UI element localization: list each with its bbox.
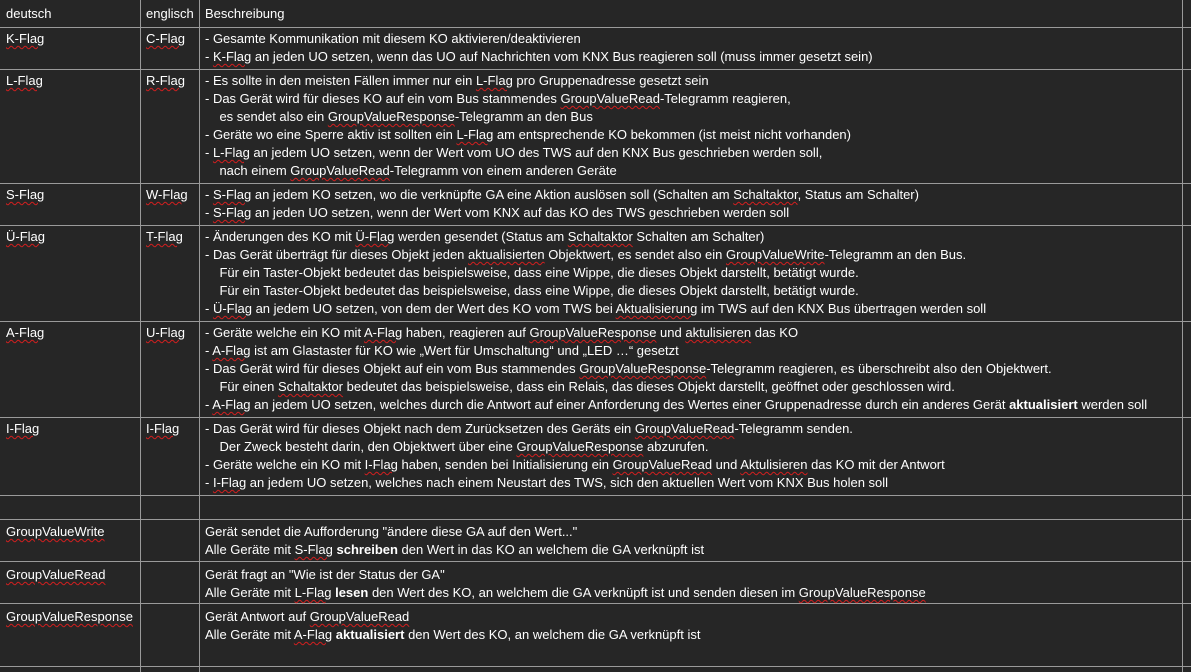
column-header-beschreibung[interactable]	[205, 5, 285, 23]
cell-text-line: - A-Flag an jedem UO setzen, welches durch die Antwort auf einer Anforderung des Wertes einer Gruppenadresse durch ein anderes Gerät aktualisiert werden soll	[205, 397, 1148, 412]
spellcheck-underline: I-Flag	[212, 475, 247, 490]
spellcheck-underline: GroupValueRead	[560, 91, 660, 106]
spellcheck-underline: GroupValueResponse	[579, 361, 707, 376]
cell-text-line	[6, 30, 44, 48]
grid-line	[0, 561, 1191, 562]
spellcheck-underline: Schaltaktor	[567, 229, 633, 244]
spellcheck-underline: A-Flag	[293, 627, 333, 642]
spellcheck-underline: I-Flag	[146, 421, 180, 436]
spellcheck-underline: A-Flag	[212, 397, 251, 412]
cell-text-line	[146, 30, 185, 48]
spellcheck-underline: GroupValueWrite	[6, 524, 105, 539]
grid-line	[0, 69, 1191, 70]
cell-beschreibung[interactable]	[205, 72, 851, 180]
cell-text-line	[6, 608, 133, 626]
spellcheck-underline: C-Flag	[146, 31, 186, 46]
cell-deutsch[interactable]	[6, 420, 39, 438]
cell-text-line: - Änderungen des KO mit Ü-Flag werden gesendet (Status am Schaltaktor Schalten am Schalter)	[205, 229, 765, 244]
spellcheck-underline: Aktualisierung	[615, 301, 698, 316]
spellcheck-underline: GroupValueRead	[309, 609, 410, 624]
cell-text-line: Gerät Antwort auf GroupValueRead	[205, 609, 410, 624]
spellcheck-underline: K-Flag	[212, 49, 252, 64]
cell-deutsch[interactable]	[6, 186, 44, 204]
spellcheck-underline: A-Flag	[6, 325, 45, 340]
cell-text-line: - Das Gerät wird für dieses Objekt auf ein vom Bus stammendes GroupValueResponse-Telegramm reagieren, es überschreibt also den Objektwert.	[205, 361, 1052, 376]
spellcheck-underline: Ü-Flag	[355, 229, 395, 244]
cell-deutsch[interactable]	[6, 608, 133, 626]
cell-englisch[interactable]	[146, 324, 185, 342]
spellcheck-underline: L-Flag	[475, 73, 513, 88]
spellcheck-underline: A-Flag	[363, 325, 403, 340]
spellcheck-underline: W-Flag	[146, 187, 188, 202]
spellcheck-underline: K-Flag	[6, 31, 45, 46]
cell-text-line	[6, 228, 45, 246]
cell-deutsch[interactable]	[6, 566, 106, 584]
cell-beschreibung[interactable]	[205, 523, 704, 559]
cell-text-line: - I-Flag an jedem UO setzen, welches nach einem Neustart des TWS, sich den aktuellen Wert vom KNX Bus holen soll	[205, 475, 889, 490]
cell-deutsch[interactable]	[6, 523, 105, 541]
cell-text-line	[146, 186, 188, 204]
cell-beschreibung[interactable]	[205, 228, 986, 318]
cell-text-line: - Geräte welche ein KO mit A-Flag haben, reagieren auf GroupValueResponse und aktulisieren das KO	[205, 325, 799, 340]
spellcheck-underline: GroupValueWrite	[726, 247, 825, 262]
cell-text-line: Für ein Taster-Objekt bedeutet das beispielsweise, dass eine Wippe, die dieses Objekt darstellt, betätigt wurde.	[205, 283, 859, 298]
grid-line	[0, 666, 1191, 667]
cell-text-line: Für ein Taster-Objekt bedeutet das beispielsweise, dass eine Wippe, die dieses Objekt darstellt, betätigt wurde.	[205, 265, 859, 280]
spellcheck-underline: A-Flag	[212, 343, 251, 358]
cell-englisch[interactable]	[146, 420, 179, 438]
cell-text-line	[146, 420, 179, 438]
cell-deutsch[interactable]	[6, 72, 43, 90]
cell-deutsch[interactable]	[6, 228, 45, 246]
spellcheck-underline: Ü-Flag	[212, 301, 252, 316]
spellcheck-underline: GroupValueRead	[634, 421, 735, 436]
cell-englisch[interactable]	[146, 72, 185, 90]
spellcheck-underline: GroupValueResponse	[798, 585, 926, 600]
cell-beschreibung[interactable]	[205, 420, 945, 492]
cell-beschreibung[interactable]	[205, 608, 700, 644]
cell-text-line	[6, 72, 43, 90]
cell-text-line: - Das Gerät wird für dieses KO auf ein vom Bus stammendes GroupValueRead-Telegramm reagieren,	[205, 91, 791, 106]
cell-beschreibung[interactable]	[205, 324, 1147, 414]
cell-englisch[interactable]	[146, 228, 183, 246]
spellcheck-underline: Ü-Flag	[6, 229, 46, 244]
spellcheck-underline: Schaltaktor	[733, 187, 798, 202]
cell-text-line	[6, 186, 44, 204]
cell-text-line: - S-Flag an jedem KO setzen, wo die verknüpfte GA eine Aktion auslösen soll (Schalten am Schaltaktor, Status am Schalter)	[205, 187, 919, 202]
spellcheck-underline: GroupValueRead	[6, 567, 106, 582]
cell-text-line: - Ü-Flag an jedem UO setzen, von dem der Wert des KO vom TWS bei Aktualisierung im TWS auf den KNX Bus übertragen werden soll	[205, 301, 987, 316]
spellcheck-underline: S-Flag	[212, 205, 252, 220]
cell-text-line: - A-Flag ist am Glastaster für KO wie „Wert für Umschaltung“ und „LED …“ gesetzt	[205, 343, 679, 358]
spellcheck-underline: T-Flag	[146, 229, 183, 244]
spellcheck-underline: GroupValueResponse	[516, 439, 644, 454]
cell-text-line	[146, 324, 185, 342]
spellcheck-underline: aktulisieren	[685, 325, 752, 340]
cell-beschreibung[interactable]	[205, 30, 873, 66]
spellcheck-underline: S-Flag	[294, 542, 333, 557]
cell-text-line	[6, 566, 106, 584]
cell-text-line: - Das Gerät überträgt für dieses Objekt jeden aktualisierten Objektwert, es sendet also ein GroupValueWrite-Telegramm an den Bus.	[205, 247, 967, 262]
spellcheck-underline: R-Flag	[146, 73, 186, 88]
spellcheck-underline: S-Flag	[6, 187, 45, 202]
spellcheck-underline: L-Flag	[294, 585, 332, 600]
spellcheck-underline: GroupValueRead	[612, 457, 713, 472]
spellcheck-underline: GroupValueResponse	[6, 609, 133, 624]
grid-line	[0, 495, 1191, 496]
column-header-deutsch[interactable]	[6, 5, 52, 23]
column-header-englisch[interactable]	[146, 5, 194, 23]
cell-text-line: Der Zweck besteht darin, den Objektwert über eine GroupValueResponse abzurufen.	[205, 439, 709, 454]
cell-text-line: - Gesamte Kommunikation mit diesem KO aktivieren/deaktivieren	[205, 31, 581, 46]
cell-text-line	[146, 72, 185, 90]
cell-text-line: Alle Geräte mit S-Flag schreiben den Wert in das KO an welchem die GA verknüpft ist	[205, 542, 705, 557]
spellcheck-underline: GroupValueRead	[290, 163, 390, 178]
cell-text-line: - K-Flag an jeden UO setzen, wenn das UO auf Nachrichten vom KNX Bus reagieren soll (muss immer gesetzt sein)	[205, 49, 873, 64]
spellcheck-underline: aktualisierten	[468, 247, 545, 262]
cell-text-line: Alle Geräte mit L-Flag lesen den Wert des KO, an welchem die GA verknüpft ist und senden diesen im GroupValueResponse	[205, 585, 926, 600]
cell-text-line: Alle Geräte mit A-Flag aktualisiert den Wert des KO, an welchem die GA verknüpft ist	[205, 627, 701, 642]
cell-text-line: - Geräte wo eine Sperre aktiv ist sollten ein L-Flag am entsprechende KO bekommen (ist meist nicht vorhanden)	[205, 127, 851, 142]
cell-text-line	[6, 324, 44, 342]
cell-text-line	[6, 420, 39, 438]
grid-line	[199, 0, 200, 672]
cell-text-line: - Es sollte in den meisten Fällen immer nur ein L-Flag pro Gruppenadresse gesetzt sein	[205, 73, 709, 88]
grid-line	[0, 519, 1191, 520]
grid-line	[1182, 0, 1183, 672]
spellcheck-underline: L-Flag	[6, 73, 43, 88]
cell-beschreibung[interactable]	[205, 186, 919, 222]
cell-text-line: - Das Gerät wird für dieses Objekt nach dem Zurücksetzen des Geräts ein GroupValueRead-Telegramm senden.	[205, 421, 853, 436]
spellcheck-underline: Schaltaktor	[277, 379, 344, 394]
cell-text-line: Gerät sendet die Aufforderung "ändere diese GA auf den Wert..."	[205, 524, 578, 539]
cell-text-line: Für einen Schaltaktor bedeutet das beispielsweise, dass ein Relais, das dieses Objekt darstellt, geöffnet oder geschlossen wird.	[205, 379, 955, 394]
column-header-label: deutsch	[6, 6, 52, 21]
cell-englisch[interactable]	[146, 30, 185, 48]
cell-beschreibung[interactable]	[205, 566, 926, 602]
column-header-label: englisch	[146, 6, 194, 21]
cell-text-line	[146, 228, 183, 246]
spellcheck-underline: U-Flag	[146, 325, 186, 340]
spellcheck-underline: GroupValueResponse	[327, 109, 455, 124]
grid-line	[0, 417, 1191, 418]
grid-line	[0, 603, 1191, 604]
spellcheck-underline: I-Flag	[6, 421, 40, 436]
spellcheck-underline: L-Flag	[456, 127, 494, 142]
grid-line	[0, 321, 1191, 322]
cell-text-line: - L-Flag an jedem UO setzen, wenn der Wert vom UO des TWS auf den KNX Bus geschrieben werden soll,	[205, 145, 823, 160]
spellcheck-underline: I-Flag	[364, 457, 398, 472]
cell-deutsch[interactable]	[6, 30, 44, 48]
spellcheck-underline: GroupValueResponse	[529, 325, 657, 340]
spellcheck-underline: S-Flag	[212, 187, 252, 202]
grid-line	[0, 225, 1191, 226]
spellcheck-underline: L-Flag	[212, 145, 250, 160]
grid-line	[0, 27, 1191, 28]
cell-text-line: - S-Flag an jeden UO setzen, wenn der Wert vom KNX auf das KO des TWS geschrieben werden soll	[205, 205, 790, 220]
cell-text-line: es sendet also ein GroupValueResponse-Telegramm an den Bus	[205, 109, 593, 124]
cell-englisch[interactable]	[146, 186, 188, 204]
grid-line	[0, 183, 1191, 184]
spellcheck-underline: Aktulisieren	[740, 457, 808, 472]
cell-text-line: - Geräte welche ein KO mit I-Flag haben, senden bei Initialisierung ein GroupValueRead und Aktulisieren das KO mit der Antwort	[205, 457, 945, 472]
cell-deutsch[interactable]	[6, 324, 44, 342]
cell-text-line: Gerät fragt an "Wie ist der Status der GA"	[205, 567, 445, 582]
column-header-label: Beschreibung	[205, 6, 285, 21]
grid-line	[140, 0, 141, 672]
cell-text-line	[6, 523, 105, 541]
cell-text-line: nach einem GroupValueRead-Telegramm von einem anderen Geräte	[205, 163, 617, 178]
